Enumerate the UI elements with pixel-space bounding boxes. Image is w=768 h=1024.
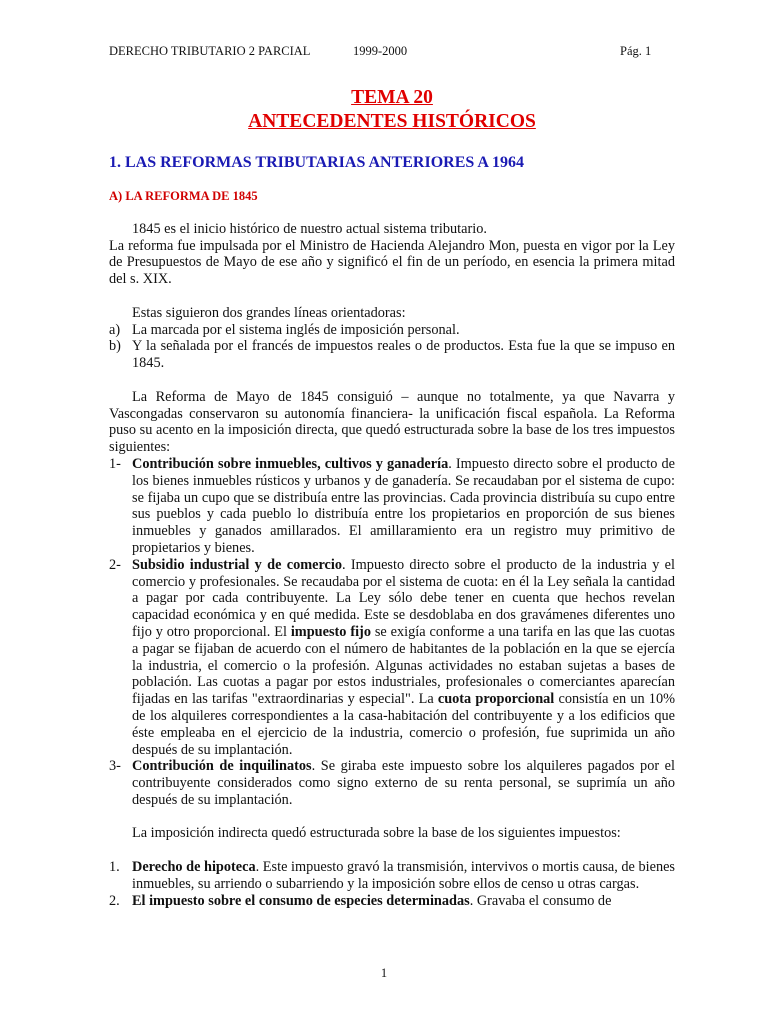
paragraph-3: Estas siguieron dos grandes líneas orientadoras: — [132, 304, 406, 321]
tax-item-name: Contribución sobre inmuebles, cultivos y ganadería — [132, 455, 449, 472]
list-marker: 1- — [109, 455, 121, 472]
title-line-1: TEMA 20 — [351, 87, 433, 108]
header-course: DERECHO TRIBUTARIO 2 PARCIAL — [109, 44, 311, 58]
subsection-heading: A) LA REFORMA DE 1845 — [109, 189, 258, 203]
tax-item-text: se exigía conforme a una tarifa en las que las cuotas a pagar se fijaban de acuerdo con el número de habitantes de la población en la que se ejercía la industria, el comercio o la profesión. Algunas actividades no estaban sujetas a bases de población. Las cuotas a pagar por estos industriales, profesionales o comerciantes aparecían fijadas en las tarifas "extraordinarias y especial". La — [132, 623, 675, 708]
tax-item-text: . Este impuesto gravó la transmisión, intervivos o mortis causa, de bienes inmuebles, su arriendo o subarriendo y la imposición sobre ellos de censo u otras cargas. — [132, 859, 676, 892]
tax-item-2 — [109, 557, 675, 759]
header-page: Pág. 1 — [620, 44, 652, 58]
tax-item-name: Subsidio industrial y de comercio — [132, 556, 343, 573]
indirect-tax-item-2 — [109, 893, 675, 910]
tax-item-name: Derecho de hipoteca — [132, 859, 256, 876]
bold-term: impuesto fijo — [290, 623, 371, 640]
list-marker: b) — [109, 338, 121, 355]
indirect-tax-item-1 — [109, 859, 675, 893]
list-text: Y la señalada por el francés de impuestos reales o de productos. Esta fue la que se impuso en 1845. — [132, 338, 675, 372]
paragraph-4: La Reforma de Mayo de 1845 consiguió – aunque no totalmente, ya que Navarra y Vascongadas conservaron su autonomía financiera- la unificación fiscal española. La Reforma puso su acento en la imposición directa, que quedó estructurada sobre la base de los tres impuestos siguientes: — [109, 388, 675, 456]
tax-item-text: consistía en un 10% de los alquileres correspondientes a la casa-habitación del contribuyente y a los edificios que éste empleaba en el ejercicio de la industria, comercio o profesión, fue suprimida un año después de su implantación. — [132, 691, 676, 758]
title-line-2: ANTECEDENTES HISTÓRICOS — [248, 111, 536, 132]
tax-item-text: . Gravaba el consumo de — [469, 892, 612, 909]
tax-item-text: . Se giraba este impuesto sobre los alquileres pagados por el contribuyente considerados como signo externo de su renta personal, se suprimía un año después de su implantación. — [132, 758, 676, 808]
tax-item-text: . Impuesto directo sobre el producto de la industria y el comercio y profesionales. Se recaudaba por el sistema de cuota: en él la Ley señala la cantidad a pagar por cada contribuyente. La Ley sólo debe tener en cuenta que hechos revelan capacidad económica y en qué medida. Este se desdoblaba en dos gravámenes diferentes uno fijo y otro proporcional. El — [132, 556, 675, 640]
document-title — [109, 86, 675, 134]
list-marker: a) — [109, 321, 121, 338]
tax-item-name: El impuesto sobre el consumo de especies determinadas — [132, 892, 470, 909]
section-heading: 1. LAS REFORMAS TRIBUTARIAS ANTERIORES A 1964 — [109, 154, 525, 171]
paragraph-1: 1845 es el inicio histórico de nuestro actual sistema tributario. — [132, 220, 487, 237]
header-year: 1999-2000 — [353, 44, 408, 58]
list-marker: 1. — [109, 859, 120, 876]
footer-page-number: 1 — [380, 966, 388, 980]
tax-item-3 — [109, 758, 675, 808]
list-marker: 2. — [109, 892, 120, 909]
tax-item-1 — [109, 456, 675, 557]
paragraph-5: La imposición indirecta quedó estructurada sobre la base de los siguientes impuestos: — [132, 825, 621, 842]
document-body — [109, 86, 675, 909]
list-item-b — [109, 338, 675, 372]
list-text: La marcada por el sistema inglés de imposición personal. — [132, 321, 460, 338]
list-marker: 3- — [109, 758, 121, 775]
tax-item-name: Contribución de inquilinatos — [132, 758, 312, 775]
paragraph-2: La reforma fue impulsada por el Ministro de Hacienda Alejandro Mon, puesta en vigor por la Ley de Presupuestos de Mayo de ese año y significó el fin de un período, en esencia la primera mitad del s. XIX. — [109, 237, 675, 288]
tax-item-text: . Impuesto directo sobre el producto de los bienes inmuebles rústicos y urbanos y de ganadería. Se recaudaban por el sistema de cupo: se fijaba un cupo que se distribuía entre las provincias. Cada provincia distribuía su cupo entre sus pueblos y cada pueblo lo distribuía entre los propietarios en proporción de sus bienes inmuebles y ganados amillarados. El amillaramiento era un registro muy primitivo de propietarios y bienes. — [132, 455, 675, 556]
bold-term: cuota proporcional — [437, 691, 555, 708]
list-item-a — [109, 322, 675, 339]
list-marker: 2- — [109, 556, 121, 573]
